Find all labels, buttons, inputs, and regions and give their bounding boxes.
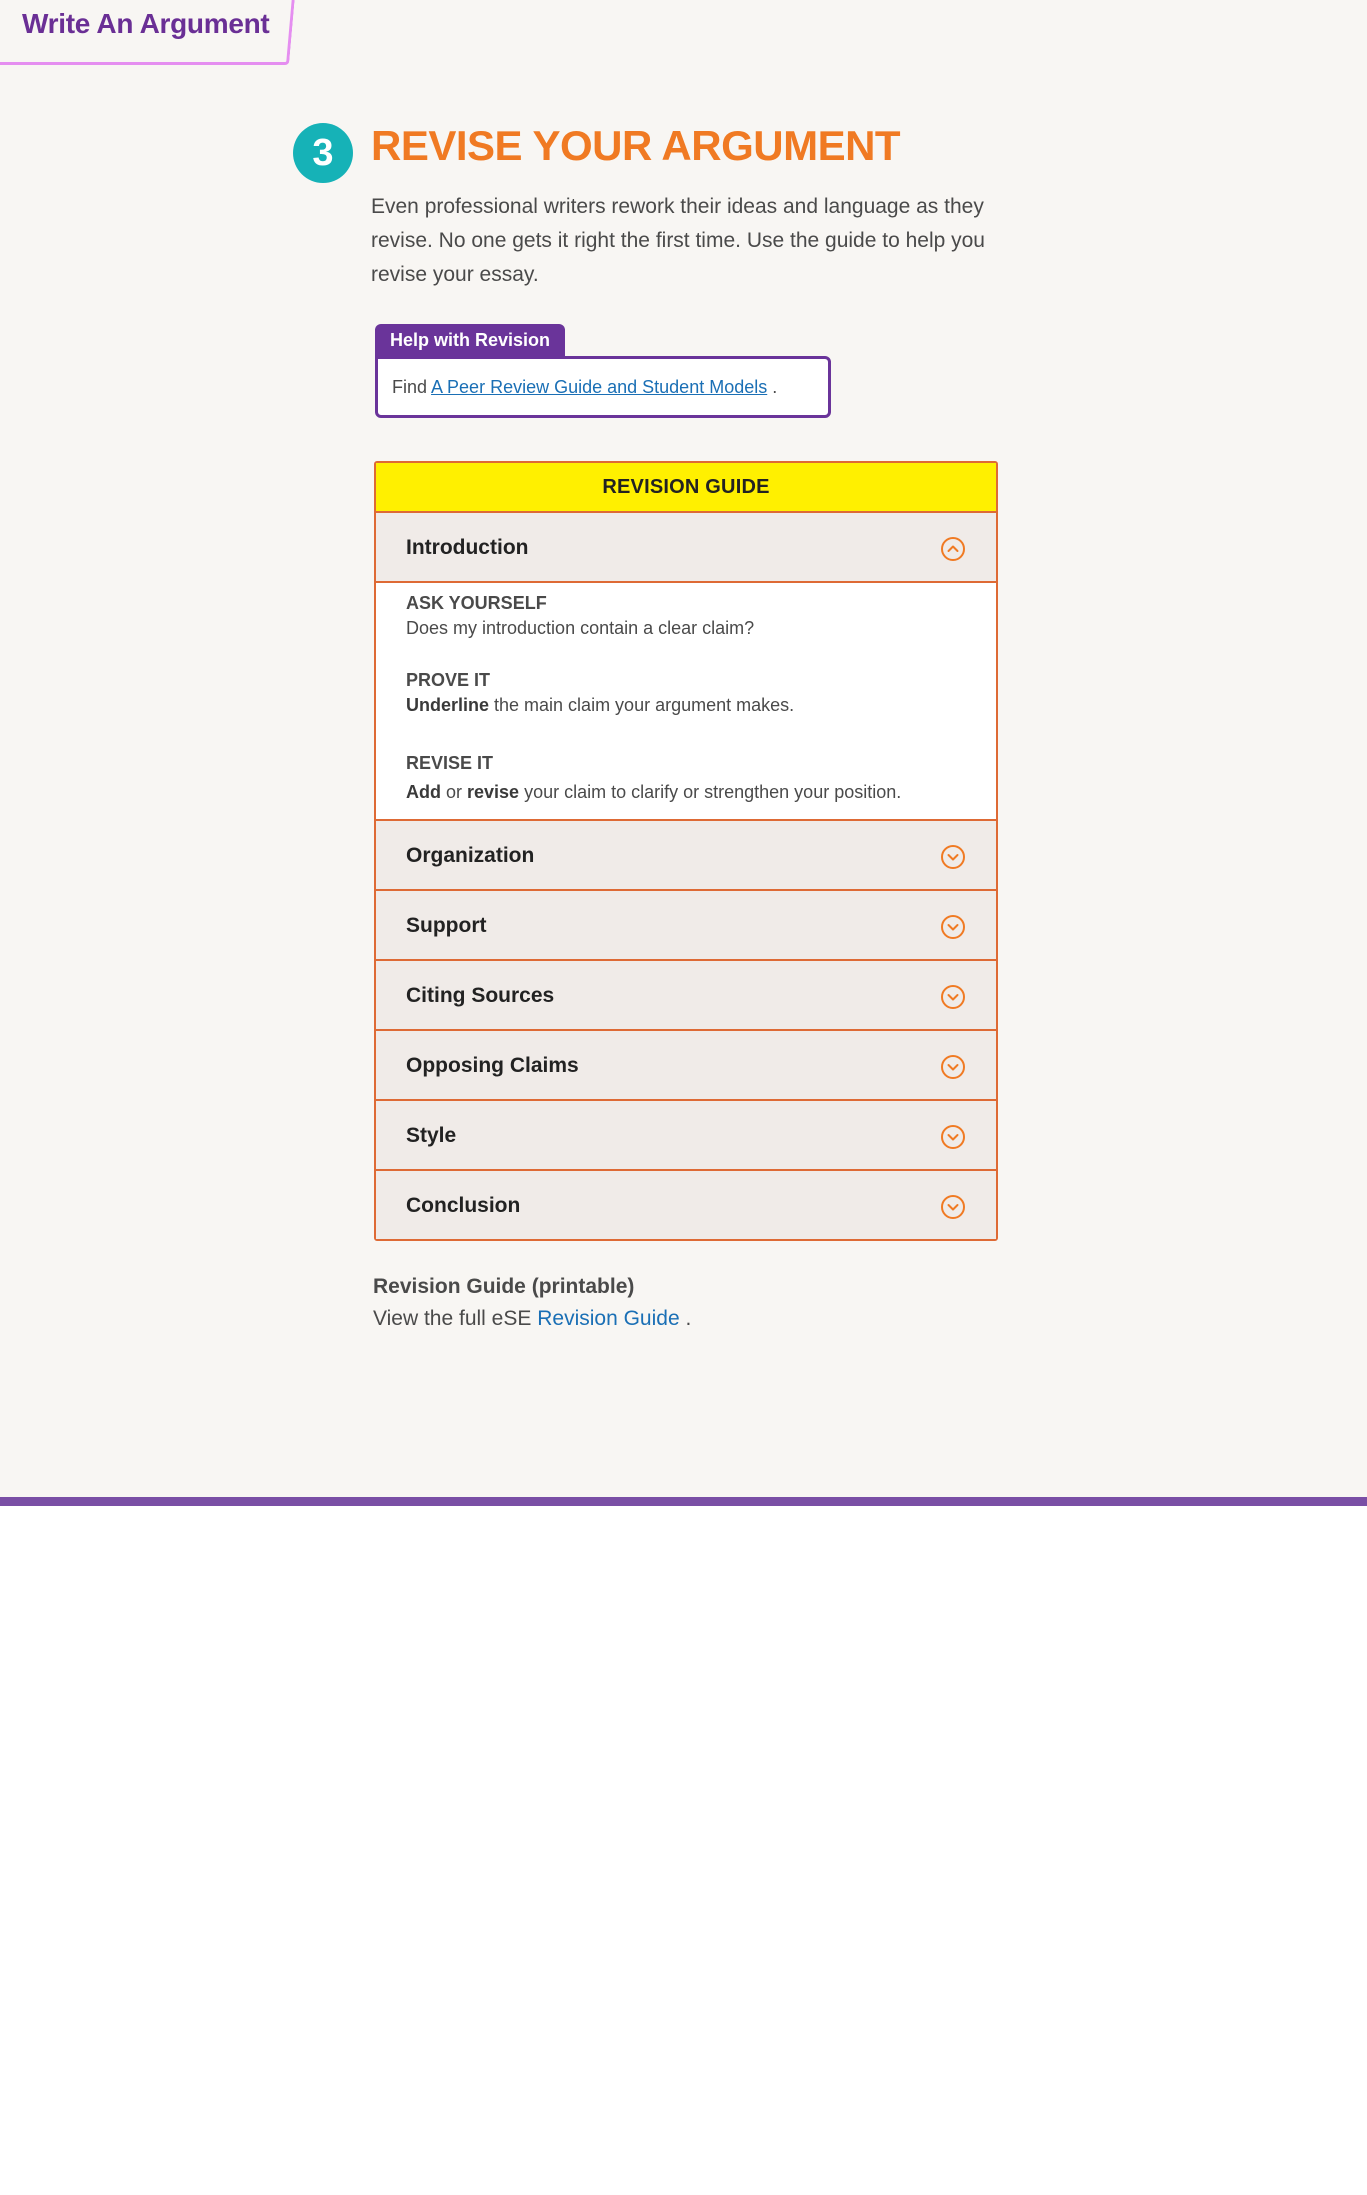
revision-guide-link[interactable]: Revision Guide <box>537 1307 680 1330</box>
accordion-label: Support <box>406 914 487 937</box>
ask-yourself-text: Does my introduction contain a clear claim? <box>406 618 755 638</box>
help-body <box>375 356 831 418</box>
intro-paragraph: Even professional writers rework their ideas and language as they revise. No one gets it right the first time. Use the guide to help you revise your essay. <box>371 195 985 286</box>
footer-divider <box>0 1497 1367 1506</box>
accordion-item-opposing-claims[interactable] <box>376 1031 996 1101</box>
accordion-label: Style <box>406 1124 457 1147</box>
prove-it-text <box>406 695 794 716</box>
accordion-label: Conclusion <box>406 1194 521 1217</box>
accordion-item-organization[interactable] <box>376 821 996 891</box>
help-with-revision-box <box>375 324 831 418</box>
printable-guide-text <box>373 1307 691 1331</box>
revision-guide-header: REVISION GUIDE <box>376 463 996 513</box>
revision-guide-accordion <box>374 461 998 1241</box>
accordion-item-citing-sources[interactable] <box>376 961 996 1031</box>
chevron-down-circle-icon[interactable] <box>940 984 966 1010</box>
ask-yourself-heading: ASK YOURSELF <box>406 593 547 613</box>
chevron-down-circle-icon[interactable] <box>940 1054 966 1080</box>
accordion-label: Opposing Claims <box>406 1054 579 1077</box>
accordion-panel-introduction <box>376 583 996 821</box>
prove-it-heading: PROVE IT <box>406 670 491 690</box>
printable-prefix: View the full eSE <box>373 1307 538 1330</box>
chevron-up-circle-icon[interactable] <box>940 536 966 562</box>
revise-it-heading: REVISE IT <box>406 753 494 773</box>
prove-it-rest: the main claim your argument makes. <box>489 695 795 715</box>
section-title: REVISE YOUR ARGUMENT <box>371 122 901 169</box>
revise-it-text <box>406 782 901 803</box>
chevron-down-circle-icon[interactable] <box>940 1124 966 1150</box>
accordion-item-introduction[interactable] <box>376 513 996 583</box>
revise-it-bold-add: Add <box>406 782 441 802</box>
prove-it-bold: Underline <box>406 695 490 715</box>
printable-guide-heading: Revision Guide (printable) <box>373 1275 635 1298</box>
chevron-down-circle-icon[interactable] <box>940 844 966 870</box>
help-tab-label: Help with Revision <box>375 324 565 356</box>
chevron-down-circle-icon[interactable] <box>940 914 966 940</box>
revise-it-mid: or <box>441 782 468 802</box>
step-number-badge: 3 <box>293 123 353 183</box>
revise-it-rest: your claim to clarify or strengthen your position. <box>519 782 902 802</box>
tab-label: Write An Argument <box>22 8 270 39</box>
accordion-label: Citing Sources <box>406 984 555 1007</box>
help-prefix: Find <box>392 377 432 397</box>
accordion-item-conclusion[interactable] <box>376 1171 996 1239</box>
peer-review-guide-link[interactable]: A Peer Review Guide and Student Models <box>431 377 768 397</box>
printable-suffix: . <box>679 1307 692 1330</box>
accordion-label: Organization <box>406 844 535 867</box>
accordion-item-style[interactable] <box>376 1101 996 1171</box>
revise-it-bold-revise: revise <box>467 782 520 802</box>
chevron-down-circle-icon[interactable] <box>940 1194 966 1220</box>
accordion-label: Introduction <box>406 536 529 559</box>
help-suffix: . <box>767 377 778 397</box>
accordion-item-support[interactable] <box>376 891 996 961</box>
